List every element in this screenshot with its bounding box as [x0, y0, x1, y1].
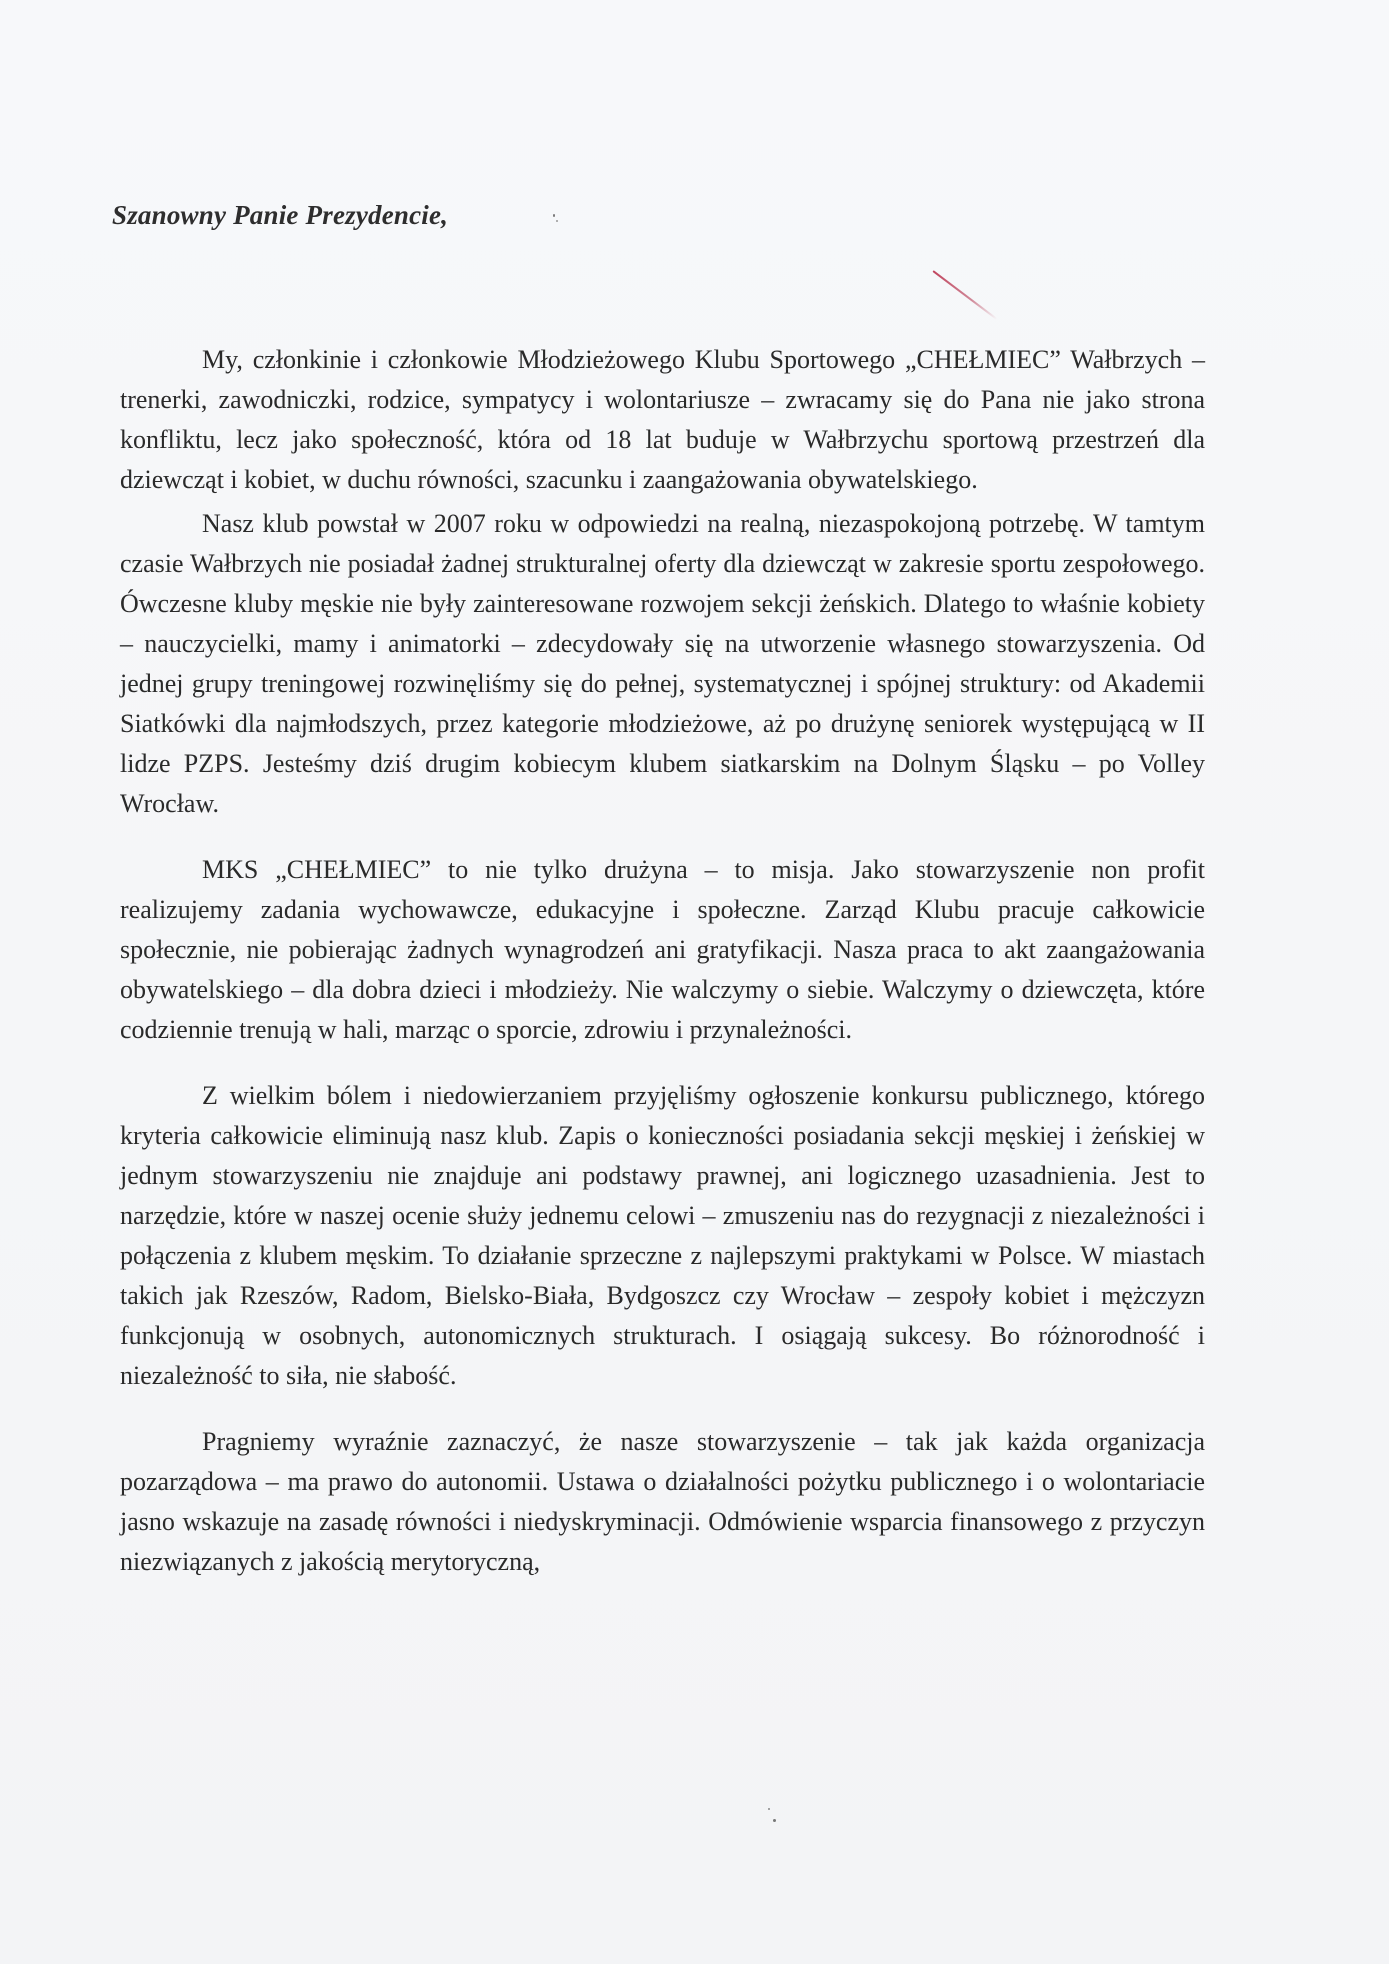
paragraph-history: Nasz klub powstał w 2007 roku w odpowiedzi na realną, niezaspokojoną potrzebę. W tamtym czasie Wałbrzych nie posiadał żadnej strukturalnej oferty dla dziewcząt w zakresie sportu zespołowego. Ówczesne kluby męskie nie były zainteresowane rozwojem sekcji żeńskich. Dlatego to właśnie kobiety – nauczycielki, mamy i animatorki – zdecydowały się na utworzenie własnego stowarzyszenia. Od jednej grupy treningowej rozwinęliśmy się do pełnej, systematycznej i spójnej struktury: od Akademii Siatkówki dla najmłodszych, przez kategorie młodzieżowe, aż po drużynę seniorek występującą w II lidze PZPS. Jesteśmy dziś drugim kobiecym klubem siatkarskim na Dolnym Śląsku – po Volley Wrocław. [120, 509, 1205, 818]
pen-mark [932, 270, 997, 320]
scan-speck [768, 1808, 770, 1810]
scan-speck [553, 214, 555, 217]
scan-speck [556, 220, 558, 222]
letter-salutation: Szanowny Panie Prezydencie, [112, 200, 449, 230]
paragraph-competition: Z wielkim bólem i niedowierzaniem przyjęliśmy ogłoszenie konkursu publicznego, którego kryteria całkowicie eliminują nasz klub. Zapis o konieczności posiadania sekcji męskiej i żeńskiej w jednym stowarzyszeniu nie znajduje ani podstawy prawnej, ani logicznego uzasadnienia. Jest to narzędzie, które w naszej ocenie służy jednemu celowi – zmuszeniu nas do rezygnacji z niezależności i połączenia z klubem męskim. To działanie sprzeczne z najlepszymi praktykami w Polsce. W miastach takich jak Rzeszów, Radom, Bielsko-Biała, Bydgoszcz czy Wrocław – zespoły kobiet i mężczyzn funkcjonują w osobnych, autonomicznych strukturach. I osiągają sukcesy. Bo różnorodność i niezależność to siła, nie słabość. [120, 1081, 1205, 1390]
paragraph-mission: MKS „CHEŁMIEC” to nie tylko drużyna – to misja. Jako stowarzyszenie non profit realizujemy zadania wychowawcze, edukacyjne i społeczne. Zarząd Klubu pracuje całkowicie społecznie, nie pobierając żadnych wynagrodzeń ani gratyfikacji. Nasza praca to akt zaangażowania obywatelskiego – dla dobra dzieci i młodzieży. Nie walczymy o siebie. Walczymy o dziewczęta, które codziennie trenują w hali, marząc o sporcie, zdrowiu i przynależności. [120, 855, 1205, 1044]
letter-body [120, 340, 1205, 1582]
paragraph-autonomy: Pragniemy wyraźnie zaznaczyć, że nasze stowarzyszenie – tak jak każda organizacja pozarządowa – ma prawo do autonomii. Ustawa o działalności pożytku publicznego i o wolontariacie jasno wskazuje na zasadę równości i niedyskryminacji. Odmówienie wsparcia finansowego z przyczyn niezwiązanych z jakością merytoryczną, [120, 1427, 1205, 1576]
scan-speck [773, 1819, 776, 1822]
paragraph-intro: My, członkinie i członkowie Młodzieżowego Klubu Sportowego „CHEŁMIEC” Wałbrzych – trenerki, zawodniczki, rodzice, sympatycy i wolontariusze – zwracamy się do Pana nie jako strona konfliktu, lecz jako społeczność, która od 18 lat buduje w Wałbrzychu sportową przestrzeń dla dziewcząt i kobiet, w duchu równości, szacunku i zaangażowania obywatelskiego. [120, 345, 1205, 494]
